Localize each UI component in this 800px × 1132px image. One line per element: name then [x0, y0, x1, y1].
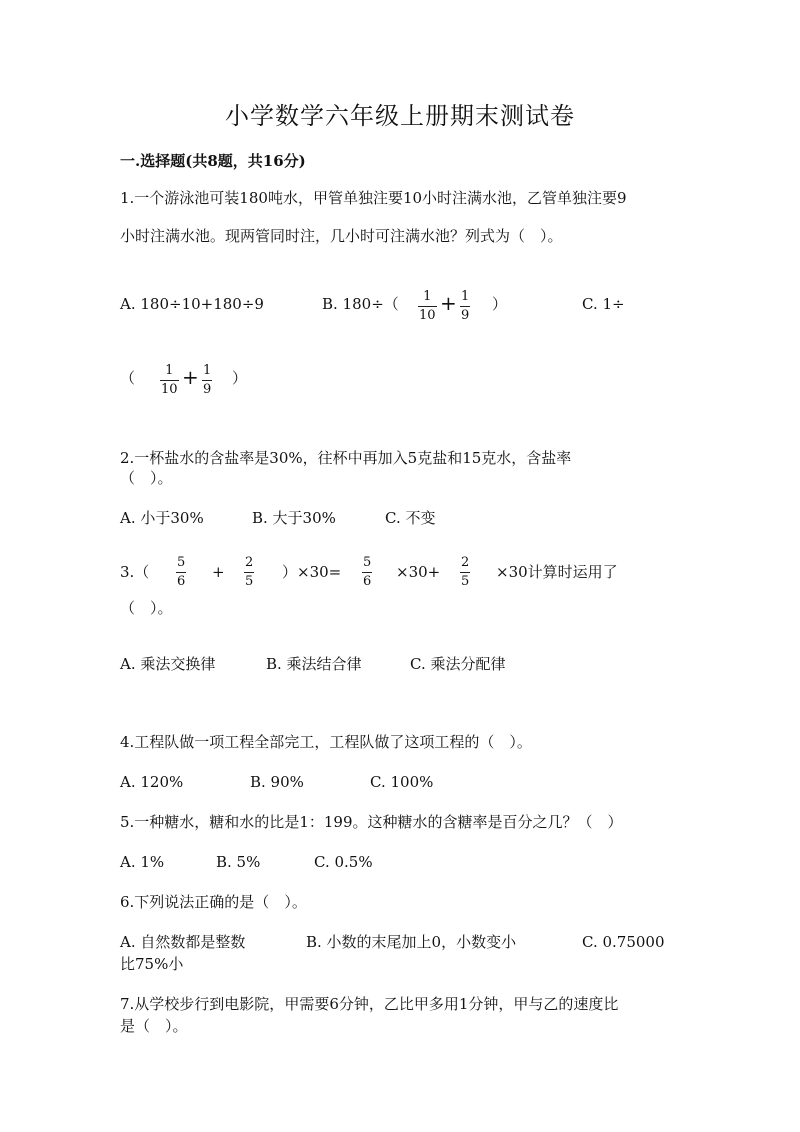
fraction-bar [244, 572, 254, 573]
fraction-denominator: 5 [245, 574, 254, 589]
fraction-numerator: 2 [245, 555, 254, 570]
question-4-option-c: C. 100% [370, 773, 434, 791]
question-1-option-c-prefix: C. 1÷ [582, 295, 625, 313]
section-heading: 一.选择题(共8题，共16分) [120, 152, 306, 170]
question-3-line-2: （ ）。 [120, 599, 173, 617]
question-3-open: 3.（ [120, 563, 150, 581]
question-3-multiply-plus: ×30+ [396, 563, 441, 581]
fraction-denominator: 9 [461, 308, 470, 323]
plus-sign: + [212, 563, 225, 581]
plus-sign: + [182, 365, 199, 389]
fraction-one-tenth [418, 290, 437, 323]
fraction-numerator: 5 [363, 555, 372, 570]
page-title: 小学数学六年级上册期末测试卷 [225, 102, 575, 130]
question-2-line-1: 2.一杯盐水的含盐率是30%，往杯中再加入5克盐和15克水，含盐率 [120, 449, 572, 467]
fraction-one-tenth [160, 364, 179, 397]
question-1-option-b-prefix: B. 180÷（ [322, 295, 399, 313]
fraction-bar [460, 572, 470, 573]
fraction-denominator: 10 [161, 382, 178, 397]
question-4-option-b: B. 90% [250, 773, 304, 791]
fraction-two-fifths [460, 556, 470, 589]
question-5-option-a: A. 1% [120, 853, 165, 871]
fraction-one-ninth [460, 290, 470, 323]
fraction-denominator: 5 [461, 574, 470, 589]
fraction-numerator: 1 [461, 289, 470, 304]
question-6-line-1: 6.下列说法正确的是（ ）。 [120, 893, 307, 911]
fraction-bar [418, 306, 437, 307]
question-1-option-c-close: ） [232, 369, 248, 387]
fraction-denominator: 10 [419, 308, 436, 323]
question-2-option-a: A. 小于30% [120, 509, 204, 527]
question-6-option-a: A. 自然数都是整数 [120, 933, 246, 951]
question-3-close-multiply: ）×30= [282, 563, 342, 581]
fraction-one-ninth [202, 364, 212, 397]
question-1-option-b-suffix: ） [492, 295, 508, 313]
question-5-line-1: 5.一种糖水，糖和水的比是1：199。这种糖水的含糖率是百分之几？（ ） [120, 813, 623, 831]
question-6-option-c: C. 0.75000 [582, 933, 665, 951]
question-2-option-b: B. 大于30% [252, 509, 336, 527]
question-7-line-2: 是（ ）。 [120, 1017, 188, 1035]
fraction-five-sixths [362, 556, 372, 589]
question-1-option-c-open: （ [120, 369, 136, 387]
fraction-numerator: 2 [461, 555, 470, 570]
question-5-option-b: B. 5% [216, 853, 261, 871]
question-2-option-c: C. 不变 [385, 509, 436, 527]
fraction-numerator: 1 [423, 289, 432, 304]
fraction-denominator: 6 [177, 574, 186, 589]
fraction-numerator: 1 [203, 363, 212, 378]
fraction-denominator: 6 [363, 574, 372, 589]
plus-sign: + [440, 291, 457, 315]
fraction-bar [176, 572, 186, 573]
fraction-numerator: 1 [165, 363, 174, 378]
fraction-two-fifths [244, 556, 254, 589]
question-1-line-1: 1.一个游泳池可装180吨水，甲管单独注要10小时注满水池，乙管单独注要9 [120, 189, 627, 207]
fraction-bar [362, 572, 372, 573]
question-3-option-a: A. 乘法交换律 [120, 655, 216, 673]
fraction-numerator: 5 [177, 555, 186, 570]
fraction-five-sixths [176, 556, 186, 589]
question-1-line-2: 小时注满水池。现两管同时注，几小时可注满水池？列式为（ ）。 [120, 227, 563, 245]
question-5-option-c: C. 0.5% [314, 853, 373, 871]
question-4-option-a: A. 120% [120, 773, 184, 791]
fraction-bar [202, 380, 212, 381]
question-4-line-1: 4.工程队做一项工程全部完工，工程队做了这项工程的（ ）。 [120, 733, 532, 751]
question-6-option-c-continued: 比75%小 [120, 955, 184, 973]
question-7-line-1: 7.从学校步行到电影院，甲需要6分钟，乙比甲多用1分钟，甲与乙的速度比 [120, 995, 619, 1013]
question-3-tail: ×30计算时运用了 [496, 563, 618, 581]
fraction-denominator: 9 [203, 382, 212, 397]
question-2-line-2: （ ）。 [120, 469, 173, 487]
fraction-bar [460, 306, 470, 307]
question-1-option-a: A. 180÷10+180÷9 [120, 295, 264, 313]
question-6-option-b: B. 小数的末尾加上0，小数变小 [306, 933, 517, 951]
question-3-option-c: C. 乘法分配律 [410, 655, 506, 673]
question-3-option-b: B. 乘法结合律 [266, 655, 362, 673]
fraction-bar [160, 380, 179, 381]
